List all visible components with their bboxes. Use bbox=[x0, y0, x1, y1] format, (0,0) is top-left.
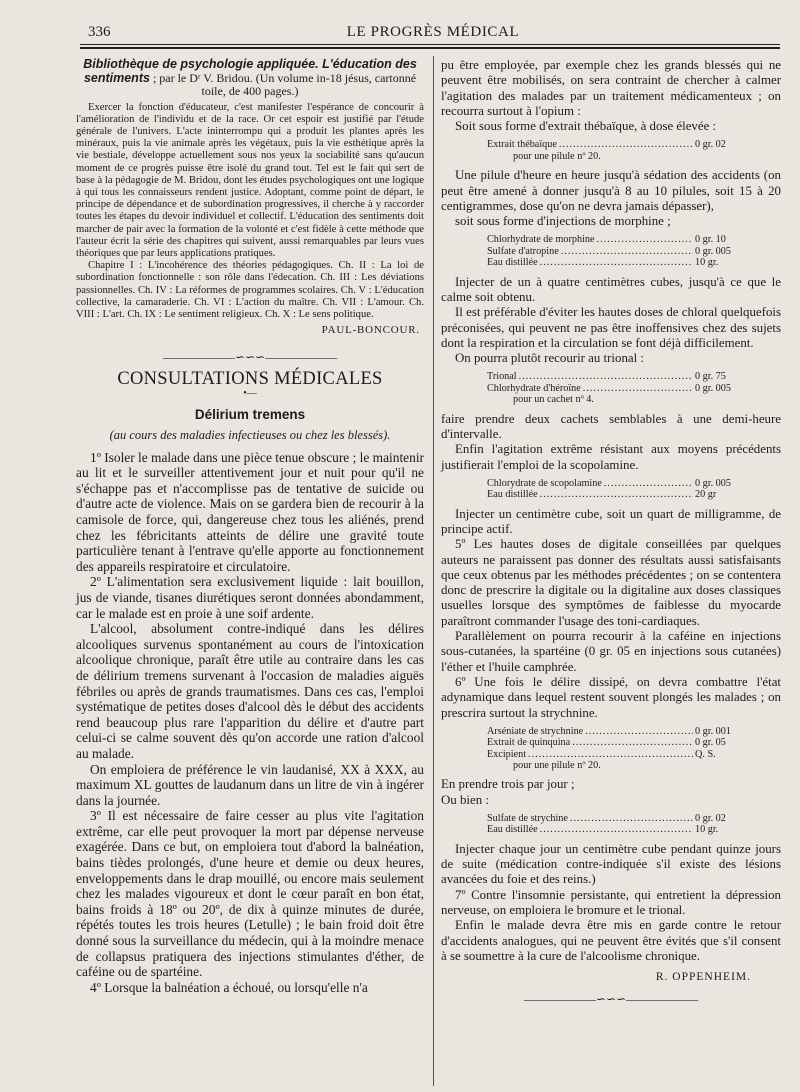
ingredient-name: Sulfate de strychine bbox=[487, 813, 568, 825]
prescription-4 bbox=[487, 478, 757, 501]
paragraph: 5º Les hautes doses de digitale conseillées par quelques auteurs ne paraissent pas donner des résultats aussi satisfaisants que ceux obtenus par les méthodes précédentes ; on se contentera donc de prescrire la digitale ou la digitaline aux doses classiques usuelles lorsque des symptômes de faiblesse du myocarde paraîtront commander l'usage des toni-cardiaques. bbox=[441, 537, 781, 628]
ingredient-name: Eau distillée bbox=[487, 824, 538, 836]
column-divider bbox=[433, 56, 434, 1086]
ingredient-dose: 0 gr. 05 bbox=[695, 737, 726, 749]
journal-title: LE PROGRÈS MÉDICAL bbox=[346, 24, 520, 40]
article-context: (au cours des maladies infectieuses ou chez les blessés). bbox=[109, 428, 391, 443]
paragraph: Enfin le malade devra être mis en garde contre le retour d'accidents analogues, qui ne peuvent être évités que s'il consent à se soumettre à la cure de l'alcoolisme chronique. bbox=[441, 918, 781, 963]
paragraph: 4º Lorsque la balnéation a échoué, ou lorsqu'elle n'a bbox=[90, 979, 368, 995]
header-rule bbox=[80, 44, 780, 45]
paragraph: L'alcool, absolument contre-indiqué dans les délires alcooliques survenus spontanément au cours de l'intoxication alcoolique chronique, paraît être utile au contraire dans les cas de délirium tremens survenant à l'occasion de maladies aiguës fébriles ou après de grands traumatismes. Dans ces cas, l'emploi systématique de petites doses d'alcool dès le début des accidents rend beaucoup plus rare l'apparition du délire et d'autre part celui-ci se calme souvent dès qu'on accorde une ration d'alcool au malade. bbox=[76, 621, 424, 761]
left-column bbox=[76, 58, 424, 995]
bibliography-title: Bibliothèque de psychologie appliquée. L'éducation des sentiments bbox=[83, 57, 417, 85]
ingredient-dose: 0 gr. 005 bbox=[695, 382, 731, 394]
ingredient-dose: 10 gr. bbox=[695, 824, 719, 836]
prescription-line bbox=[487, 246, 757, 257]
ingredient-dose: Q. S. bbox=[695, 748, 716, 760]
ingredient-name: Arséniate de strychnine bbox=[487, 725, 584, 737]
paragraph: Injecter chaque jour un centimètre cube pendant quinze jours de suite (médication contre-indiquée s'il existe des lésions avancées du foie et des reins.) bbox=[441, 841, 781, 887]
review-signature: PAUL-BONCOUR. bbox=[321, 324, 420, 337]
ingredient-dose: 0 gr. 75 bbox=[695, 371, 726, 383]
article-body-left bbox=[76, 450, 424, 996]
prescription-line bbox=[487, 824, 757, 835]
page-number: 336 bbox=[88, 24, 111, 40]
ingredient-name: Sulfate d'atropine bbox=[487, 245, 559, 257]
section-title: CONSULTATIONS MÉDICALES bbox=[117, 368, 383, 389]
article-signature: R. OPPENHEIM. bbox=[655, 971, 751, 984]
ingredient-dose: 0 gr. 02 bbox=[695, 813, 726, 825]
paragraph: 6º Une fois le délire dissipé, on devra combattre l'état adynamique dans lequel restent souvent plongés les malades ; on prescrira surtout la strychnine. bbox=[441, 674, 781, 720]
paragraph: 3º Il est nécessaire de faire cesser au plus vite l'agitation extrême, car elle peut provoquer la mort par dépense nerveuse exagérée. Dans ce but, on emploiera tout d'abord la balnéation, bains tièdes prolongés, d'une heure et demie ou deux heures, enveloppements dans le drap mouillé, ou encore mais seulement chez les malades vigoureux et dont le cœur paraît en bon état, bains froids à 18º ou 20º, de dix à quinze minutes de durée, répétés toutes les trois heures (Letulle) ; le bain froid doit être donné sous la surveillance du médecin, qui à la moindre menace de collapsus pratiquera des injections stimulantes d'éther, de caféine ou de spartéine. bbox=[76, 808, 424, 980]
prescription-line bbox=[487, 813, 757, 824]
prescription-note: pour une pilule nº 20. bbox=[513, 760, 601, 772]
ingredient-name: Extrait thébaïque bbox=[487, 139, 557, 151]
prescription-line bbox=[487, 478, 757, 489]
paragraph: Injecter de un à quatre centimètres cubes, jusqu'à ce que le calme soit obtenu. bbox=[441, 274, 781, 304]
ingredient-dose: 0 gr. 02 bbox=[695, 139, 726, 151]
prescription-1 bbox=[487, 139, 757, 162]
paragraph: Il est préférable d'éviter les hautes doses de chloral quelquefois préconisées, qui peuvent ne pas être inoffensives chez des sujets dont la respiration et la circulation se font déjà difficilement. bbox=[441, 305, 781, 350]
ingredient-name: Eau distillée bbox=[487, 489, 538, 501]
ingredient-name: Trional bbox=[487, 371, 517, 383]
paragraph: On pourra plutôt recourir au trional : bbox=[455, 351, 645, 366]
paragraph: Une pilule d'heure en heure jusqu'à sédation des accidents (on peut être amené à donner jusqu'à 8 au 10 pilules, soit 15 à 20 centigrammes, dose qu'on ne devra jamais dépasser), bbox=[441, 168, 781, 213]
ingredient-name: Eau distillée bbox=[487, 257, 538, 269]
paragraph: 2º L'alimentation sera exclusivement liquide : lait bouillon, jus de viande, tisanes diurétiques seront données abondamment, car le malade est en proie à une soif ardente. bbox=[76, 574, 424, 621]
title-separator: •— bbox=[243, 388, 257, 400]
article-subtitle: Délirium tremens bbox=[194, 407, 306, 423]
paragraph: Ou bien : bbox=[441, 792, 489, 807]
prescription-6 bbox=[487, 813, 757, 836]
paragraph: Enfin l'agitation extrême résistant aux moyens précédents justifierait l'emploi de la scopolamine. bbox=[441, 442, 781, 472]
prescription-line bbox=[487, 139, 757, 150]
ingredient-name: Extrait de quinquina bbox=[487, 737, 571, 749]
prescription-line bbox=[487, 726, 757, 737]
ingredient-dose: 10 gr. bbox=[695, 257, 719, 269]
prescription-line bbox=[487, 489, 757, 500]
review-paragraph: Exercer la fonction d'éducateur, c'est manifester l'espérance de concourir à l'amélioration de l'individu et de la race. Or cet espoir est justifié par l'étude générale de l'univers. L'acte ininterrompu qui a produit les plantes après les minéraux, puis la vie animale après les végétaux, puis la vie esthétique après la vie bestiale, développe actuellement sous nos yeux la sociabilité sans qu'aucun moment de ce progrès puisse être isolé du grand tout. Tel est le fait qui sert de base à la pédagogie de M. Bridou, dont les études psychologiques ont une logique à qui tous les connaisseurs rendent justice. Adoptant, comme point de départ, le principe de dépendance et de subordination progressives, il cherche à y raccorder toutes les étapes du devoir individuel et collectif. L'éducation des sentiments doit marcher de pair avec la formation de la volonté et c'est fidèle à cette méthode que l'auteur écrit la série des chapitres qui suivent, aussi remarquables par leurs vues théoriques que par leurs applications pratiques. bbox=[76, 101, 424, 259]
bibliography-entry bbox=[76, 58, 424, 99]
ingredient-name: Chlorhydrate d'héroïne bbox=[487, 382, 581, 394]
right-column bbox=[441, 58, 781, 1007]
prescription-2 bbox=[487, 234, 757, 268]
paragraph: faire prendre deux cachets semblables à une demi-heure d'intervalle. bbox=[441, 411, 781, 441]
paragraph: Parallèlement on pourra recourir à la caféine en injections sous-cutanées, la spartéine (0 gr. 05 en injections sous cutanées) l'éther et l'huile camphrée. bbox=[441, 629, 781, 674]
prescription-line bbox=[487, 749, 757, 760]
prescription-note: pour un cachet nº 4. bbox=[513, 394, 594, 406]
prescription-line bbox=[487, 371, 757, 382]
bibliography-review bbox=[76, 102, 424, 322]
paragraph: Soit sous forme d'extrait thébaïque, à dose élevée : bbox=[455, 119, 717, 134]
paragraph: 7º Contre l'insomnie persistante, qui entretient la dépression nerveuse, on emploiera le bromure et le trional. bbox=[441, 887, 781, 918]
paragraph: 1º Isoler le malade dans une pièce tenue obscure ; le maintenir au lit et le surveiller attentivement jour et nuit pour qu'il ne s'échappe pas et n'accomplisse pas de tentative de suicide ou d'autre acte de violence. Mais on se gardera bien de recourir à la camisole de force, qui, dangereuse chez tous les aliénés, prend chez les fébricitants atteints de délire une gravité toute particulière tenant à l'entrave qu'elle apporte au fonctionnement des appareils respiratoire et circulatoire. bbox=[76, 449, 424, 574]
prescription-line bbox=[487, 383, 757, 394]
prescription-line bbox=[487, 257, 757, 268]
ingredient-dose: 0 gr. 001 bbox=[695, 725, 731, 737]
ingredient-name: Chlorhydrate de morphine bbox=[487, 234, 595, 246]
paragraph: soit sous forme d'injections de morphine ; bbox=[455, 214, 671, 229]
ingredient-dose: 20 gr bbox=[695, 489, 717, 501]
ingredient-dose: 0 gr. 005 bbox=[695, 477, 731, 489]
prescription-3 bbox=[487, 371, 757, 405]
paragraph: Injecter un centimètre cube, soit un quart de milligramme, de principe actif. bbox=[441, 506, 781, 536]
prescription-line bbox=[487, 234, 757, 245]
ornament-divider: ——————∽∽∽—————— bbox=[523, 991, 699, 1006]
paragraph: On emploiera de préférence le vin laudanisé, XX à XXX, au maximum XL gouttes de laudanum dans un litre de vin à ingérer dans la journée. bbox=[76, 761, 424, 808]
ingredient-name: Excipient bbox=[487, 748, 527, 760]
ingredient-dose: 0 gr. 10 bbox=[695, 234, 726, 246]
bibliography-meta: ; par le Dʳ V. Bridou. (Un volume in-18 jésus, cartonné toile, de 400 pages.) bbox=[149, 70, 417, 98]
prescription-note: pour une pilule nº 20. bbox=[513, 150, 601, 162]
paragraph: pu être employée, par exemple chez les grands blessés qui ne peuvent être mobilisés, on sera contraint de chercher à calmer l'agitation des malades par un traitement médicamenteux ; on recourra surtout à l'opium : bbox=[441, 58, 781, 118]
ornament-divider: ——————∽∽∽—————— bbox=[162, 350, 338, 365]
paragraph: En prendre trois par jour ; bbox=[441, 777, 575, 792]
page-header bbox=[88, 22, 778, 44]
prescription-5 bbox=[487, 726, 757, 772]
header-rule-thick bbox=[80, 47, 780, 49]
review-chapters: Chapitre I : L'incohérence des théories pédagogiques. Ch. II : La loi de subordination fonctionnelle : son rôle dans l'édecation. Ch. III : Les déviations passionnelles. Ch. IV : La réformes de programmes scolaires. Ch. V : L'éducation collective, la camaraderie. Ch. VI : L'action du maître. Ch. VII : L'amour. Ch. VIII : L'art. Ch. IX : Le sentiment religieux. Ch. X : Le sens politique. bbox=[76, 260, 424, 320]
prescription-line bbox=[487, 737, 757, 748]
ingredient-name: Chlorydrate de scopolamine bbox=[487, 477, 602, 489]
ingredient-dose: 0 gr. 005 bbox=[695, 245, 731, 257]
